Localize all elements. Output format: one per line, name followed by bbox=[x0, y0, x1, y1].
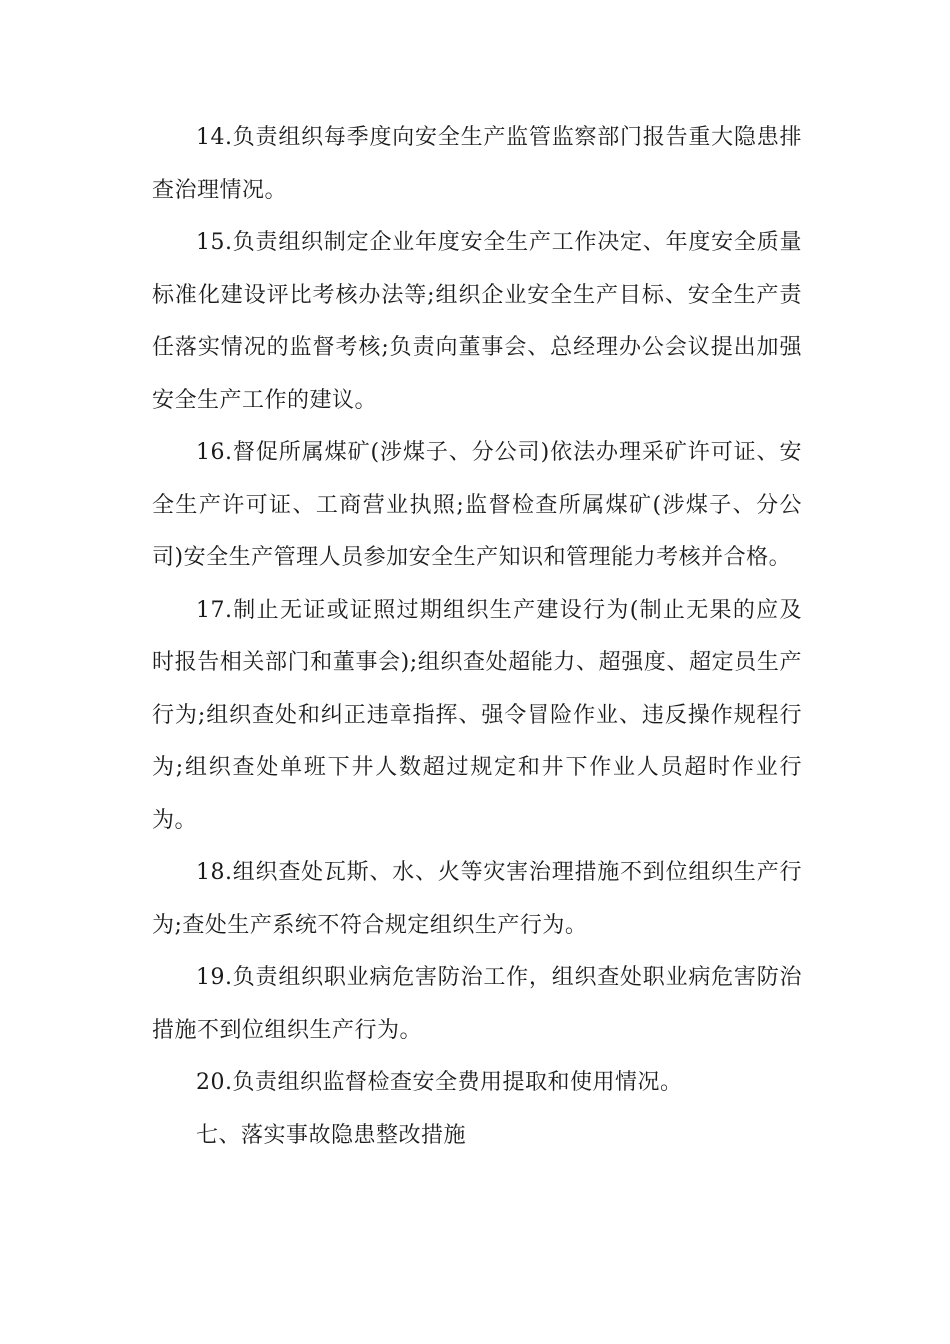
paragraph-item-19: 19.负责组织职业病危害防治工作，组织查处职业病危害防治措施不到位组织生产行为。 bbox=[152, 965, 802, 1043]
paragraph-item-17: 17.制止无证或证照过期组织生产建设行为(制止无果的应及时报告相关部门和董事会);组织查处超能力、超强度、超定员生产行为;组织查处和纠正违章指挥、强令冒险作业、违反操作规程行为;组织查处单班下井人数超过规定和井下作业人员超时作业行为。 bbox=[152, 597, 802, 833]
document-body bbox=[152, 112, 802, 1162]
paragraph-item-14: 14.负责组织每季度向安全生产监管监察部门报告重大隐患排查治理情况。 bbox=[152, 125, 802, 203]
paragraph-item-16: 16.督促所属煤矿(涉煤子、分公司)依法办理采矿许可证、安全生产许可证、工商营业执照;监督检查所属煤矿(涉煤子、分公司)安全生产管理人员参加安全生产知识和管理能力考核并合格。 bbox=[152, 440, 802, 570]
section-heading: 七、落实事故隐患整改措施 bbox=[196, 1122, 467, 1148]
paragraph-item-18: 18.组织查处瓦斯、水、火等灾害治理措施不到位组织生产行为;查处生产系统不符合规定组织生产行为。 bbox=[152, 860, 802, 938]
paragraph-item-20: 20.负责组织监督检查安全费用提取和使用情况。 bbox=[196, 1070, 683, 1095]
paragraph-item-15: 15.负责组织制定企业年度安全生产工作决定、年度安全质量标准化建设评比考核办法等;组织企业安全生产目标、安全生产责任落实情况的监督考核;负责向董事会、总经理办公会议提出加强安全生产工作的建议。 bbox=[152, 230, 802, 413]
